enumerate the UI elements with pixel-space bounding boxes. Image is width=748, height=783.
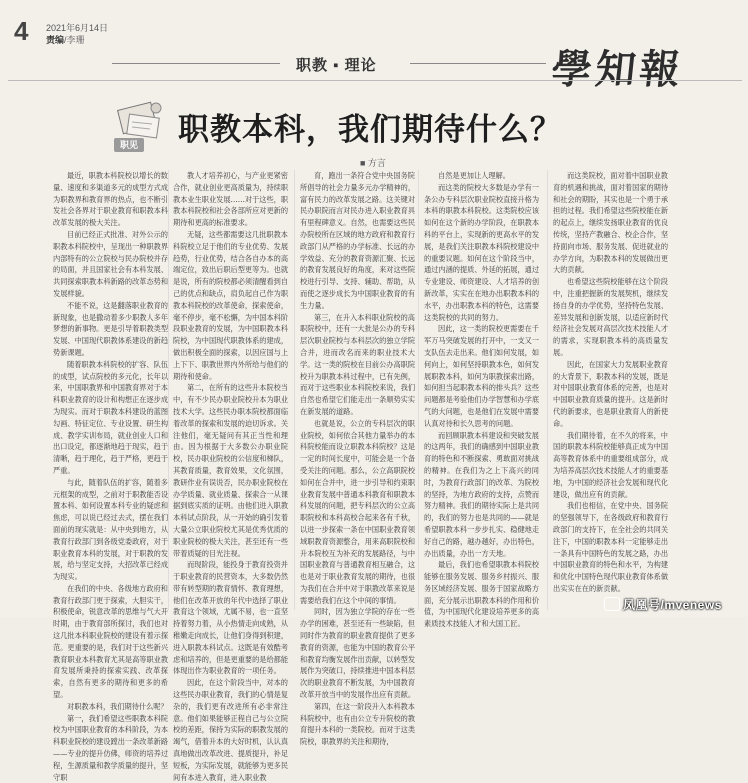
- article-headline: 职教本科，我们期待什么？: [178, 112, 562, 148]
- paragraph: 而这类的院校大多数是办学有一条公办专科层次职业院校直接升格为本科的职教本科院校。这类院校应该如何在这个新的办学阶段，在职教本科的平台上，实现新的更高水平的发展，是我们关注职教本科院校建设中的重要议题。如何在这个阶段当中，通过内涵的提质、外延的拓展，通过专业建设、师资建设、人才培养的创新改革，实实在在地办出职教本科的水平，办出职教本科的特色，这需要这类院校的共同的努力。: [424, 182, 540, 322]
- column-divider: [418, 170, 419, 610]
- paragraph: 无疑，这些都需要这几批职教本科院校立足于他们的专业优势、发展趋势，行业优势，结合各自办本的高端定位，致出后职后型更等为。也就是说，所有的院校都必须清醒看到自己的优点和缺点，肩负起自己作为职教本科院校的改革使命，探索使命，毫不停步，毫不松懈，为中国本科阶段职业教育的发展，为中国职教本科院校，为中国现代职教体系的建成，做出积极全面的探索，以因应国与上上下下、职教世界内外所给与他们的期待和使命。: [173, 229, 289, 381]
- paragraph: 而现阶段，能投身于教育投资并于职业教育的民营资本，大多数仍然带有转型期的教育情怀、教育理想，他们在改革开放的年代中选择了职业教育这个领域，尤属不易，也一直坚持着努力着，从小热情走向成熟，从稚嫩走向成长，让他们身得到积建，进入职教本科试点。这既是有效酷考虑和培养的，但是更重要的是给都能体现出作为职业教育的一项任务。: [173, 560, 289, 676]
- article-column-4: [424, 170, 540, 629]
- phoenix-logo-icon: [604, 597, 620, 611]
- article-column-2: [173, 170, 289, 782]
- editor-line: 责编/李珊: [46, 35, 85, 45]
- paragraph: 而回顾职教本科建设和突破发展的这两年，我们的确感到中国职业教育的特色和不断探索、勇敢面对挑战的精神。在我们为之上下高兴的同时，为教育行政部门的改革、为院校的坚持，为地方政府的支持，点赞而努力精神。我们的期待实际上是共同的，我们的努力也是共同的——就是希望职教本科一步步扎实、稳健地走好自己的路，越办越好，办出特色，办出质量，办出一方天地。: [424, 430, 540, 558]
- paragraph: 因此，在国家大力发展职业教育的大背景下，职教本科的发展，既是对中国职业教育体系的完善，也是对中国职业教育质量的提升。这是新时代的新要求，也是职业教育人的新使命。: [553, 359, 669, 428]
- column-divider: [168, 170, 169, 610]
- editor-label: 责编: [46, 35, 65, 45]
- column-divider: [294, 170, 295, 610]
- article-byline: ■ 方言: [360, 158, 386, 168]
- paragraph: 而这类院校，面对着中国职业教育的机遇和挑战，面对着国家的期待和社会的期盼，其实也是一个勇于承担的过程。我们希望这些院校能在新的起点上，继续发扬职业教育的优良传统，坚持产教融合、校企合作，坚持面向市场、服务发展、促进就业的办学方向，为职教本科的发展做出更大的贡献。: [553, 171, 669, 275]
- paragraph: 与此，随着队伍的扩容，随着多元框架的成型，之前对于职教能否设置本科、如何设置本科专业的疑虑和焦虑，可以说已经过去式，摆在我们面前的现实就是：从中央到地方，从教育行政部门到各级党委政府，对于职业教育本科的发展，对于职教的发展，给与坚定支持，大招改革已经成为现实。: [53, 477, 169, 582]
- header-divider: [8, 80, 742, 81]
- paragraph: 在我们的中央、各级地方政府和教育行政部门更于探索，大胆实干，积极使命，锐意改革的思维与气大开时期，由于教育部所探讨，我们也对这几批本科职业院校的建设有着示探范。更重要的是，我们对于这些新兴教育职业本科教育尤其是高等职业教育发展所秉持的探索实践、改革探索，自然有更多的期待和更多的希望。: [53, 583, 169, 700]
- editor-name: 李珊: [66, 35, 85, 45]
- paragraph: 自然是更加让人理解。: [438, 171, 510, 180]
- issue-meta: [46, 22, 108, 46]
- article-column-1: [53, 170, 169, 782]
- paragraph: 我们也相信，在党中央、国务院的坚强领导下，在各级政府和教育行政部门的支持下，在全社会的共同关注下，中国的职教本科一定能够走出一条具有中国特色的发展之路，办出中国职业教育的特色和水平，为构建和优化中国特色现代职业教育体系做出实实在在的新贡献。: [553, 501, 669, 593]
- section-title: 职教 ▪ 理论: [296, 57, 377, 74]
- paragraph: 第四，在这一阶段升入本科教本科院校中，也有由公立专升院校的教育提升本科的一类院校。而对于这类院校，职教界的关注和期待，: [300, 701, 416, 747]
- paragraph: 也希望这些院校能够在这个阶段中，注重把握新的发展契机，继续发扬自身的办学优势，坚持特色发展、差异发展和创新发展，以适应新时代经济社会发展对高层次技术技能人才的需求，实现职教本科的高质量发展。: [553, 277, 669, 357]
- column-stamp-badge: 职见: [114, 138, 144, 152]
- watermark-text: 凤凰号/mvenews: [623, 598, 722, 612]
- paragraph: 我们期待着，在不久的将来，中国的职教本科院校能够真正成为中国高等教育体系中的重要组成部分，成为培养高层次技术技能人才的重要基地，为中国的经济社会发展和现代化建设，做出应有的贡献。: [553, 430, 669, 499]
- paragraph: 第一，我们希望这些职教本科院校为中国职业教育的本科阶段，为本科职业院校的建设蹚出一条改革新路——专业的提升仿佛，师资的培养过程，生源质量和教学质量的提升，坚守职: [53, 713, 169, 782]
- paragraph: 因此，在这个阶段当中，对本的这些民办职业教育，我们的心情是复杂的，我们更有改进所有必非常注意。他们如果能够正程自己与公立院校的差距，保持为实际的职教发展的竭气，借着升本的大好时机，认认真真地做出改革改进、提质提升，补足短板，为实际发展，就能够为更多民间有本进入教育，进入职业教: [173, 678, 289, 782]
- header-rule-left: [112, 63, 280, 64]
- paragraph: 也就是说，公立的专科层次的职业院校，如何依合其他力量举办的本科院校能而设立职教本科院校？这是一定的时间长度中，可能会是一个备受关注的问题。那么，公立高职院校如何在合并中，进一步引导和约束职业教育发展中普通本科教育和职教本科发展的问题，把专科层次的公立高职院校和本科高校合起来各有千秋，以进一步探索一条在中国职业教育领域职教育资源整合，用来高职院校和升本院校互为补充的发展路径，与中国职业教育与普通教育相互融合，这也是对于职业教育发展的期待，也很为我们在合并中对于职教改革来说是需要给我们在这个中间的事情。: [300, 418, 416, 605]
- article-column-3: [300, 170, 416, 747]
- paragraph: 第三，在升入本科职业院校的高职院校中，还有一大批是公办的专科层次职业院校与本科层次的独立学院合并，进而改名而来的职业技术大学。这一类的院校在目前公办高职院校升为职教本科过程中，已有先例，而对于这些职业本科院校来说，我们自然也希望它们能走出一条顺势实实在新发展的道路。: [300, 312, 416, 416]
- newspaper-masthead: 學知報: [549, 46, 687, 93]
- paragraph: 最后，我们也希望职教本科院校能够在服务发展、服务乡村振兴、服务区域经济发展、服务于国家战略方面，充分展示出职教本科的作用和价值，为中国现代化建设培养更多的高素质技术技能人才和大国工匠。: [424, 560, 540, 629]
- paragraph: 因此，这一类的院校更需要在千军万马突破发展的打开中，一支又一支队伍去走出来。他们如何发展，如何向上，如何坚持职教本色，如何发展职教本科，如何为职教探索出路，如何担当起职教本科的排头兵？这些问题都是考验他们办学智慧和办学底气的大问题，也是他们在发展中需要认真对待和长久思考的问题。: [424, 324, 540, 428]
- column-divider: [547, 170, 548, 610]
- paragraph: 对职教本科，我们期待什么呢？: [67, 701, 168, 711]
- paragraph: 最近，职教本科院校以增长的数量、速度和多渠道多元的成型方式成为职教界和教育界的热点，也不断引发社会各界对于职业教育和职教本科改革发展的极大关注。: [53, 171, 169, 228]
- page-number: 4: [14, 16, 29, 46]
- article-column-5: [553, 170, 668, 612]
- paragraph: 同时，因为独立学院的存在一些办学的困难，甚至还有一些缺陷，但同时作为教育的职业教育提供了更多教育的资源，也能为中国的教育公平和教育均衡发展作出贡献，以转型发展作为突破口，持续推进中国本科层次的职业教育不断发展，为中国教育改革开放当中的发展作出应有贡献。: [300, 607, 416, 700]
- paragraph: 随着职教本科院校的扩容、队伍的成型，试点院校的多元化，长年以来，中国职教界和中国教育界对于本科职业教育的设计和构想正在逐步成为现实。而对于职教本科建设的蓝图勾画、特征定位、专业设置、研生构成、教学实训布局，就业创业人口和出口设定，都逐渐地趋于现实，趋于清晰，趋于理化，趋于严格，更趋于严重。: [53, 359, 169, 475]
- paragraph: 第二，在所有的这些升本院校当中，有不少民办职业院校升本为职业技术大学。这些民办职本院校都面临着改革的探索和发展的迫切诉求。关注他们，毫无疑问有其正当性和理由。因为根据于大多数公办职业院校，民办职业院校的公信度和梯队，其教育质量，教育效果，文化氛围，教研作业有误说否，民办职业院校在办学质量、就业质量、探索合一从课据到底实质的证明。由他们进入职教本科试点阶段，从一开始的确引发着大量公立职业院校尤其是优秀优质的职业院校的极大关注，甚至还有一些带着质疑的目光注视。: [173, 383, 289, 558]
- paragraph: 不能不说，这是翻落职业教育的新现象，也是撒动着多少职教人多年梦想的新事物。更是引导着职教类型发展、中国现代职教体系建设的新趋势新课题。: [53, 300, 169, 357]
- paragraph: 育，跑出一条符合党中央国务院所倡导的社会力量多元办学精神的，富有民力的改革发展之路。这关键对民办职院而言对民办进入职业教育具有里程碑意义。自然，也需要这些民办院校所在区域的地方政府和教育行政部门从严格的办学标准、长远的办学效益、充分的教育资源汇聚、长远的教育发展良好的角度，来对这些院校进行引导、支持、辅助、帮助，从而使之逐步成长为中国职业教育的有生力量。: [300, 171, 416, 310]
- paragraph: 目前已经正式批准、对外公示的职教本科院校中，呈现出一种职教界内部特有的公立院校与民办院校并存的局面，并且国家社会有本科发展、共同探索职教本科新路的改革态势和发展样貌。: [53, 229, 169, 298]
- source-watermark: [604, 596, 722, 613]
- paragraph: 教人才培养初心，与产业更紧密合作，就业创业更高质量为，持续职教本业生职业发展……对于这些，职教本科院校和社会各部所应对更新的期待和更高的标准要求。: [173, 171, 289, 228]
- issue-date: 2021年6月14日: [46, 23, 109, 33]
- header-rule-right: [410, 63, 546, 64]
